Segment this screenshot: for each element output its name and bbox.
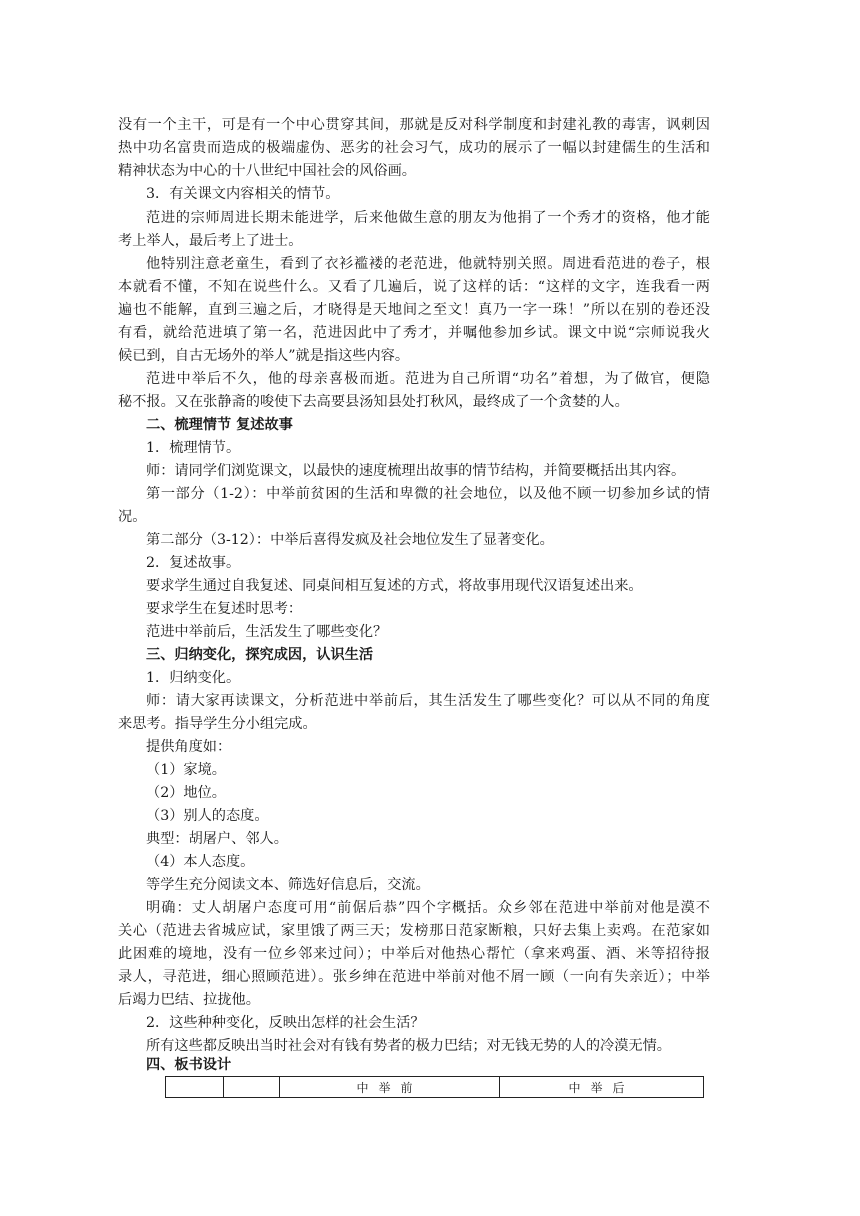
text-line: 考上举人，最后考上了进士。	[118, 233, 303, 249]
text-line: 没有一个主干，可是有一个中心贯穿其间，那就是反对科学制度和封建礼教的毒害，讽刺因	[118, 117, 710, 133]
text-line: （1）家境。	[146, 762, 226, 778]
text-line: （2）地位。	[146, 785, 226, 801]
text-line: 等学生充分阅读文本、筛选好信息后，交流。	[146, 877, 430, 893]
text-line: 3．有关课文内容相关的情节。	[146, 186, 340, 202]
text-line: 师：请同学们浏览课文，以最快的速度梳理出故事的情节结构，并简要概括出其内容。	[146, 463, 686, 479]
table-cell	[166, 1077, 224, 1098]
table-header-after-exam: 中举后	[500, 1077, 704, 1098]
text-line: 精神状态为中心的十八世纪中国社会的风俗画。	[118, 163, 416, 179]
section-heading: 四、板书设计	[146, 1057, 232, 1073]
section-heading: 三、归纳变化，探究成因，认识生活	[146, 647, 374, 663]
text-line: 况。	[118, 509, 147, 525]
text-line: 第二部分（3-12）：中举后喜得发疯及社会地位发生了显著变化。	[146, 532, 554, 548]
section-heading: 二、梳理情节 复述故事	[146, 417, 293, 433]
text-line: 明确：丈人胡屠户态度可用“前倨后恭”四个字概括。众乡邻在范进中举前对他是漠不	[146, 900, 710, 916]
text-line: 录人，寻范进，细心照顾范进）。张乡绅在范进中举前对他不屑一顾（一向有失亲近）；中举	[118, 969, 710, 985]
text-line: 2．这些种种变化，反映出怎样的社会生活？	[146, 1015, 425, 1031]
text-line: 要求学生在复述时思考：	[146, 601, 303, 617]
board-design-table	[165, 1076, 704, 1098]
text-line: 秘不报。又在张静斋的唆使下去高要县汤知县处打秋风，最终成了一个贪婪的人。	[118, 394, 629, 410]
text-line: （4）本人态度。	[146, 854, 255, 870]
text-line: 来思考。指导学生分小组完成。	[118, 716, 317, 732]
text-line: 遍也不能解，直到三遍之后，才晓得是天地间之至文！真乃一字一珠！”所以在别的卷还没	[118, 302, 710, 318]
text-line: 典型：胡屠户、邻人。	[146, 831, 288, 847]
text-line: 2．复述故事。	[146, 555, 241, 571]
text-line: 范进的宗师周进长期未能进学，后来他做生意的朋友为他捐了一个秀才的资格，他才能	[146, 210, 710, 226]
text-line: 候已到，自古无场外的举人”就是指这些内容。	[118, 348, 410, 364]
text-line: （3）别人的态度。	[146, 808, 269, 824]
text-line: 有看，就给范进填了第一名，范进因此中了秀才，并嘱他参加乡试。课文中说“宗师说我火	[118, 325, 710, 341]
text-line: 后竭力巴结、拉拢他。	[118, 992, 260, 1008]
table-row	[166, 1077, 704, 1098]
text-line: 提供角度如：	[146, 739, 232, 755]
text-line: 他特别注意老童生，看到了衣衫褴褛的老范进，他就特别关照。周进看范进的卷子，根	[146, 256, 710, 272]
text-line: 1．归纳变化。	[146, 670, 241, 686]
text-line: 本就看不懂，不知在说些什么。又看了几遍后，说了这样的话：“这样的文字，连我看一两	[118, 279, 710, 295]
text-line: 1．梳理情节。	[146, 440, 241, 456]
text-line: 关心（范进去省城应试，家里饿了两三天；发榜那日范家断粮，只好去集上卖鸡。在范家如	[118, 923, 710, 939]
table-cell	[224, 1077, 280, 1098]
text-line: 所有这些都反映出当时社会对有钱有势者的极力巴结；对无钱无势的人的冷漠无情。	[146, 1038, 671, 1054]
text-line: 第一部分（1-2）：中举前贫困的生活和卑微的社会地位，以及他不顾一切参加乡试的情	[146, 486, 710, 502]
text-line: 此困难的境地，没有一位乡邻来过问）；中举后对他热心帮忙（拿来鸡蛋、酒、米等招待报	[118, 946, 710, 962]
text-line: 热中功名富贵而造成的极端虚伪、恶劣的社会习气，成功的展示了一幅以封建儒生的生活和	[118, 140, 710, 156]
text-line: 范进中举前后，生活发生了哪些变化？	[146, 624, 388, 640]
text-line: 师：请大家再读课文，分析范进中举前后，其生活发生了哪些变化？可以从不同的角度	[146, 693, 710, 709]
text-line: 范进中举后不久，他的母亲喜极而逝。范进为自己所谓“功名”着想，为了做官，便隐	[146, 371, 710, 387]
table-header-before-exam: 中举前	[280, 1077, 500, 1098]
text-line: 要求学生通过自我复述、同桌间相互复述的方式，将故事用现代汉语复述出来。	[146, 578, 643, 594]
